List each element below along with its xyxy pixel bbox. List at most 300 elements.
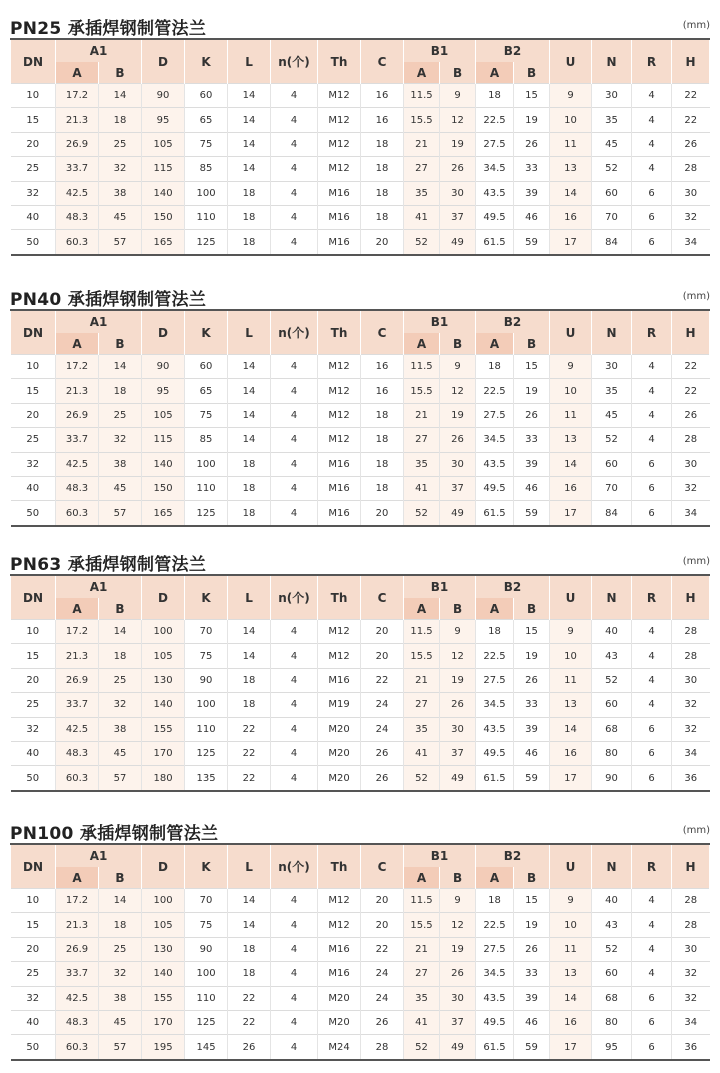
table-cell: 60.3 bbox=[56, 1035, 99, 1060]
column-header: Th bbox=[318, 310, 361, 355]
table-cell: 4 bbox=[271, 986, 318, 1010]
table-row bbox=[11, 937, 710, 961]
table-cell: 34.5 bbox=[476, 693, 514, 717]
column-header: DN bbox=[11, 575, 56, 620]
table-cell: 40 bbox=[11, 741, 56, 765]
table-cell: 75 bbox=[185, 132, 228, 156]
table-cell: 4 bbox=[271, 962, 318, 986]
table-cell: 22.5 bbox=[476, 108, 514, 132]
table-cell: 4 bbox=[271, 741, 318, 765]
table-cell: 125 bbox=[185, 230, 228, 255]
table-cell: 16 bbox=[361, 108, 404, 132]
table-cell: 49.5 bbox=[476, 476, 514, 500]
flange-spec-table bbox=[10, 574, 710, 792]
table-cell: 20 bbox=[361, 644, 404, 668]
table-cell: 46 bbox=[514, 1010, 550, 1034]
table-cell: 57 bbox=[99, 1035, 142, 1060]
table-row bbox=[11, 428, 710, 452]
table-cell: 26 bbox=[672, 132, 710, 156]
table-cell: 9 bbox=[550, 355, 592, 379]
table-cell: 11 bbox=[550, 668, 592, 692]
table-row bbox=[11, 889, 710, 913]
table-cell: 18 bbox=[228, 668, 271, 692]
table-cell: 95 bbox=[142, 108, 185, 132]
table-cell: 20 bbox=[11, 937, 56, 961]
table-cell: 52 bbox=[592, 157, 632, 181]
table-cell: 22 bbox=[228, 986, 271, 1010]
column-subheader: A bbox=[56, 333, 99, 355]
table-cell: 18 bbox=[228, 476, 271, 500]
table-cell: M12 bbox=[318, 428, 361, 452]
table-cell: 100 bbox=[185, 962, 228, 986]
table-cell: 48.3 bbox=[56, 205, 99, 229]
table-cell: 4 bbox=[632, 962, 672, 986]
table-cell: 35 bbox=[404, 452, 440, 476]
table-cell: 42.5 bbox=[56, 181, 99, 205]
table-row bbox=[11, 1010, 710, 1034]
table-row bbox=[11, 84, 710, 108]
table-cell: 9 bbox=[550, 84, 592, 108]
table-cell: 18 bbox=[476, 355, 514, 379]
column-header: L bbox=[228, 575, 271, 620]
table-cell: 4 bbox=[632, 620, 672, 644]
table-cell: 6 bbox=[632, 717, 672, 741]
column-header: B1 bbox=[404, 575, 476, 598]
column-header: L bbox=[228, 310, 271, 355]
column-header: B1 bbox=[404, 310, 476, 333]
column-subheader: B bbox=[440, 598, 476, 620]
table-cell: 43.5 bbox=[476, 717, 514, 741]
column-header: DN bbox=[11, 844, 56, 889]
unit-label: (mm) bbox=[682, 825, 710, 836]
table-cell: 30 bbox=[440, 717, 476, 741]
table-cell: 30 bbox=[592, 84, 632, 108]
table-cell: 16 bbox=[550, 1010, 592, 1034]
table-row bbox=[11, 1035, 710, 1060]
column-header: K bbox=[185, 844, 228, 889]
table-cell: 42.5 bbox=[56, 717, 99, 741]
column-header: L bbox=[228, 39, 271, 84]
table-cell: 27 bbox=[404, 693, 440, 717]
table-cell: 35 bbox=[404, 986, 440, 1010]
table-cell: 100 bbox=[185, 693, 228, 717]
table-cell: 21 bbox=[404, 937, 440, 961]
section-header bbox=[10, 283, 710, 309]
column-header: A1 bbox=[56, 575, 142, 598]
table-cell: 32 bbox=[99, 962, 142, 986]
table-cell: 4 bbox=[271, 205, 318, 229]
table-cell: 33 bbox=[514, 693, 550, 717]
table-cell: 4 bbox=[271, 230, 318, 255]
table-cell: 26 bbox=[440, 962, 476, 986]
table-cell: M16 bbox=[318, 476, 361, 500]
column-subheader: A bbox=[56, 867, 99, 889]
table-cell: 18 bbox=[361, 476, 404, 500]
table-cell: 38 bbox=[99, 986, 142, 1010]
table-cell: 105 bbox=[142, 403, 185, 427]
section-title: PN40 承插焊钢制管法兰 bbox=[10, 290, 207, 310]
table-cell: 85 bbox=[185, 428, 228, 452]
table-cell: 9 bbox=[440, 355, 476, 379]
column-header: B2 bbox=[476, 844, 550, 867]
column-header: L bbox=[228, 844, 271, 889]
table-cell: 34.5 bbox=[476, 157, 514, 181]
column-subheader: A bbox=[56, 62, 99, 84]
table-cell: 6 bbox=[632, 986, 672, 1010]
table-cell: 34 bbox=[672, 230, 710, 255]
table-cell: 155 bbox=[142, 986, 185, 1010]
table-cell: 18 bbox=[228, 230, 271, 255]
table-cell: 40 bbox=[11, 476, 56, 500]
table-cell: 18 bbox=[99, 913, 142, 937]
table-row bbox=[11, 962, 710, 986]
column-header: D bbox=[142, 39, 185, 84]
table-cell: 41 bbox=[404, 1010, 440, 1034]
table-cell: 9 bbox=[440, 84, 476, 108]
table-cell: 11.5 bbox=[404, 889, 440, 913]
table-cell: 30 bbox=[672, 668, 710, 692]
table-row bbox=[11, 693, 710, 717]
table-row bbox=[11, 157, 710, 181]
table-cell: 4 bbox=[632, 355, 672, 379]
column-header: n(个) bbox=[271, 39, 318, 84]
table-cell: 4 bbox=[632, 913, 672, 937]
table-cell: 20 bbox=[361, 620, 404, 644]
column-header: C bbox=[361, 310, 404, 355]
table-cell: 10 bbox=[550, 644, 592, 668]
table-cell: 30 bbox=[672, 937, 710, 961]
column-subheader: B bbox=[514, 333, 550, 355]
table-cell: 70 bbox=[185, 889, 228, 913]
table-cell: 18 bbox=[361, 132, 404, 156]
table-cell: 15.5 bbox=[404, 108, 440, 132]
table-row bbox=[11, 476, 710, 500]
table-cell: M12 bbox=[318, 913, 361, 937]
table-cell: 49 bbox=[440, 1035, 476, 1060]
table-cell: 18 bbox=[228, 693, 271, 717]
table-cell: 18 bbox=[228, 962, 271, 986]
table-cell: 17 bbox=[550, 766, 592, 791]
table-cell: 125 bbox=[185, 1010, 228, 1034]
header-row bbox=[11, 844, 710, 867]
table-row bbox=[11, 355, 710, 379]
table-cell: M20 bbox=[318, 986, 361, 1010]
table-cell: 9 bbox=[440, 889, 476, 913]
table-cell: 6 bbox=[632, 181, 672, 205]
table-cell: 9 bbox=[550, 620, 592, 644]
table-cell: 22 bbox=[672, 379, 710, 403]
table-cell: 16 bbox=[361, 84, 404, 108]
table-cell: 170 bbox=[142, 1010, 185, 1034]
table-cell: 46 bbox=[514, 741, 550, 765]
table-cell: 150 bbox=[142, 205, 185, 229]
table-cell: 14 bbox=[228, 84, 271, 108]
unit-label: (mm) bbox=[682, 20, 710, 31]
table-cell: 4 bbox=[271, 379, 318, 403]
table-cell: 18 bbox=[99, 379, 142, 403]
table-cell: 15.5 bbox=[404, 913, 440, 937]
table-cell: 4 bbox=[632, 937, 672, 961]
table-cell: 45 bbox=[592, 132, 632, 156]
table-cell: 68 bbox=[592, 986, 632, 1010]
column-subheader: A bbox=[404, 598, 440, 620]
table-cell: 4 bbox=[271, 157, 318, 181]
table-cell: 4 bbox=[271, 913, 318, 937]
table-cell: 170 bbox=[142, 741, 185, 765]
section-title: PN100 承插焊钢制管法兰 bbox=[10, 824, 219, 844]
column-header: n(个) bbox=[271, 575, 318, 620]
section-title: PN25 承插焊钢制管法兰 bbox=[10, 19, 207, 39]
table-cell: 14 bbox=[550, 717, 592, 741]
column-header: H bbox=[672, 575, 710, 620]
table-cell: 12 bbox=[440, 379, 476, 403]
column-header: A1 bbox=[56, 310, 142, 333]
table-cell: 38 bbox=[99, 717, 142, 741]
table-cell: 14 bbox=[99, 889, 142, 913]
column-header: R bbox=[632, 575, 672, 620]
table-cell: M16 bbox=[318, 962, 361, 986]
table-cell: 49 bbox=[440, 766, 476, 791]
table-cell: 34 bbox=[672, 1010, 710, 1034]
table-row bbox=[11, 108, 710, 132]
table-cell: 32 bbox=[672, 205, 710, 229]
table-cell: 26 bbox=[361, 766, 404, 791]
table-cell: 6 bbox=[632, 1035, 672, 1060]
table-cell: 52 bbox=[592, 428, 632, 452]
table-cell: 20 bbox=[11, 132, 56, 156]
table-cell: 75 bbox=[185, 644, 228, 668]
header-row bbox=[11, 39, 710, 62]
table-cell: 13 bbox=[550, 428, 592, 452]
table-cell: 17.2 bbox=[56, 620, 99, 644]
table-cell: 110 bbox=[185, 476, 228, 500]
table-cell: 4 bbox=[271, 889, 318, 913]
table-cell: 57 bbox=[99, 766, 142, 791]
table-cell: 28 bbox=[361, 1035, 404, 1060]
table-cell: 26 bbox=[361, 1010, 404, 1034]
table-cell: 59 bbox=[514, 766, 550, 791]
table-cell: 18 bbox=[476, 84, 514, 108]
table-cell: 4 bbox=[271, 84, 318, 108]
table-cell: 6 bbox=[632, 741, 672, 765]
table-cell: 18 bbox=[228, 501, 271, 526]
table-cell: 32 bbox=[672, 717, 710, 741]
table-cell: 15 bbox=[11, 108, 56, 132]
table-cell: M20 bbox=[318, 766, 361, 791]
table-cell: 6 bbox=[632, 452, 672, 476]
column-subheader: A bbox=[476, 62, 514, 84]
table-cell: 14 bbox=[550, 452, 592, 476]
table-cell: 26.9 bbox=[56, 668, 99, 692]
table-cell: 15.5 bbox=[404, 379, 440, 403]
table-cell: 25 bbox=[99, 937, 142, 961]
column-header: A1 bbox=[56, 39, 142, 62]
table-cell: 6 bbox=[632, 230, 672, 255]
table-cell: 33 bbox=[514, 962, 550, 986]
table-cell: 18 bbox=[361, 452, 404, 476]
table-cell: 4 bbox=[271, 1035, 318, 1060]
table-row bbox=[11, 986, 710, 1010]
table-cell: 30 bbox=[592, 355, 632, 379]
table-cell: 84 bbox=[592, 501, 632, 526]
table-cell: 22 bbox=[361, 668, 404, 692]
table-cell: 4 bbox=[271, 717, 318, 741]
table-cell: 46 bbox=[514, 476, 550, 500]
table-cell: 140 bbox=[142, 962, 185, 986]
table-cell: 10 bbox=[550, 379, 592, 403]
column-subheader: A bbox=[56, 598, 99, 620]
column-header: A1 bbox=[56, 844, 142, 867]
table-cell: 14 bbox=[228, 355, 271, 379]
flange-spec-table bbox=[10, 309, 710, 527]
table-cell: 19 bbox=[440, 132, 476, 156]
flange-section-pn100 bbox=[10, 817, 710, 1061]
table-cell: 95 bbox=[142, 379, 185, 403]
table-cell: M24 bbox=[318, 1035, 361, 1060]
table-cell: 25 bbox=[99, 132, 142, 156]
table-cell: 22 bbox=[672, 355, 710, 379]
table-cell: 61.5 bbox=[476, 766, 514, 791]
table-cell: 19 bbox=[440, 937, 476, 961]
table-cell: 100 bbox=[185, 452, 228, 476]
table-cell: 4 bbox=[632, 108, 672, 132]
table-cell: 52 bbox=[592, 668, 632, 692]
table-cell: 50 bbox=[11, 230, 56, 255]
table-cell: 60 bbox=[592, 962, 632, 986]
column-header: K bbox=[185, 39, 228, 84]
table-row bbox=[11, 913, 710, 937]
table-cell: 4 bbox=[271, 428, 318, 452]
column-subheader: A bbox=[476, 867, 514, 889]
table-cell: 30 bbox=[672, 181, 710, 205]
table-cell: 40 bbox=[592, 889, 632, 913]
table-row bbox=[11, 668, 710, 692]
table-cell: 20 bbox=[361, 889, 404, 913]
table-cell: 4 bbox=[632, 889, 672, 913]
table-cell: 195 bbox=[142, 1035, 185, 1060]
table-cell: 17 bbox=[550, 230, 592, 255]
table-cell: 28 bbox=[672, 428, 710, 452]
table-cell: 12 bbox=[440, 644, 476, 668]
table-cell: 60 bbox=[185, 84, 228, 108]
table-cell: 33.7 bbox=[56, 157, 99, 181]
table-cell: 4 bbox=[271, 766, 318, 791]
table-cell: 18 bbox=[361, 428, 404, 452]
table-cell: 4 bbox=[271, 452, 318, 476]
table-cell: 37 bbox=[440, 1010, 476, 1034]
table-cell: M12 bbox=[318, 644, 361, 668]
table-cell: 11.5 bbox=[404, 84, 440, 108]
table-cell: 70 bbox=[185, 620, 228, 644]
table-cell: 110 bbox=[185, 205, 228, 229]
table-cell: 26.9 bbox=[56, 937, 99, 961]
table-cell: 27.5 bbox=[476, 937, 514, 961]
column-header: Th bbox=[318, 575, 361, 620]
table-cell: 20 bbox=[361, 230, 404, 255]
column-header: DN bbox=[11, 310, 56, 355]
table-cell: 46 bbox=[514, 205, 550, 229]
table-cell: 39 bbox=[514, 717, 550, 741]
table-cell: 10 bbox=[11, 889, 56, 913]
table-cell: 90 bbox=[142, 84, 185, 108]
table-cell: 18 bbox=[476, 620, 514, 644]
table-cell: 16 bbox=[361, 355, 404, 379]
table-row bbox=[11, 644, 710, 668]
section-title: PN63 承插焊钢制管法兰 bbox=[10, 555, 207, 575]
column-subheader: A bbox=[476, 333, 514, 355]
flange-spec-table bbox=[10, 38, 710, 256]
table-cell: 4 bbox=[632, 379, 672, 403]
table-cell: 27 bbox=[404, 428, 440, 452]
table-cell: 18 bbox=[361, 403, 404, 427]
table-cell: 26 bbox=[361, 741, 404, 765]
table-cell: M16 bbox=[318, 181, 361, 205]
table-cell: M12 bbox=[318, 157, 361, 181]
table-cell: 14 bbox=[228, 620, 271, 644]
table-cell: 35 bbox=[592, 379, 632, 403]
column-header: H bbox=[672, 39, 710, 84]
column-header: D bbox=[142, 310, 185, 355]
table-cell: 145 bbox=[185, 1035, 228, 1060]
table-row bbox=[11, 230, 710, 255]
table-cell: 25 bbox=[99, 403, 142, 427]
table-cell: 11.5 bbox=[404, 620, 440, 644]
table-cell: 12 bbox=[440, 913, 476, 937]
table-cell: 11 bbox=[550, 132, 592, 156]
table-cell: 14 bbox=[228, 132, 271, 156]
table-cell: 52 bbox=[404, 766, 440, 791]
table-cell: 50 bbox=[11, 766, 56, 791]
table-cell: 32 bbox=[99, 157, 142, 181]
column-subheader: B bbox=[99, 598, 142, 620]
table-cell: 65 bbox=[185, 108, 228, 132]
table-cell: 37 bbox=[440, 476, 476, 500]
table-cell: 26 bbox=[514, 668, 550, 692]
table-cell: 19 bbox=[514, 644, 550, 668]
table-cell: 10 bbox=[11, 620, 56, 644]
table-cell: 30 bbox=[440, 181, 476, 205]
table-cell: 16 bbox=[361, 379, 404, 403]
table-cell: 41 bbox=[404, 741, 440, 765]
table-cell: 14 bbox=[228, 889, 271, 913]
header-row bbox=[11, 310, 710, 333]
table-cell: 105 bbox=[142, 913, 185, 937]
table-cell: 25 bbox=[11, 157, 56, 181]
table-cell: 180 bbox=[142, 766, 185, 791]
table-cell: M16 bbox=[318, 205, 361, 229]
table-cell: 19 bbox=[440, 403, 476, 427]
column-subheader: B bbox=[99, 867, 142, 889]
table-cell: 14 bbox=[228, 108, 271, 132]
table-cell: 84 bbox=[592, 230, 632, 255]
table-cell: 49 bbox=[440, 501, 476, 526]
table-cell: 10 bbox=[550, 108, 592, 132]
table-cell: 60.3 bbox=[56, 766, 99, 791]
table-cell: 21 bbox=[404, 668, 440, 692]
table-cell: 32 bbox=[11, 181, 56, 205]
table-cell: 60 bbox=[592, 181, 632, 205]
table-cell: M16 bbox=[318, 230, 361, 255]
table-cell: M12 bbox=[318, 84, 361, 108]
table-cell: 60 bbox=[592, 693, 632, 717]
table-cell: 17.2 bbox=[56, 355, 99, 379]
table-cell: 26 bbox=[440, 157, 476, 181]
column-header: U bbox=[550, 310, 592, 355]
table-cell: 48.3 bbox=[56, 476, 99, 500]
table-cell: 39 bbox=[514, 452, 550, 476]
table-cell: 32 bbox=[672, 986, 710, 1010]
table-cell: 14 bbox=[550, 181, 592, 205]
